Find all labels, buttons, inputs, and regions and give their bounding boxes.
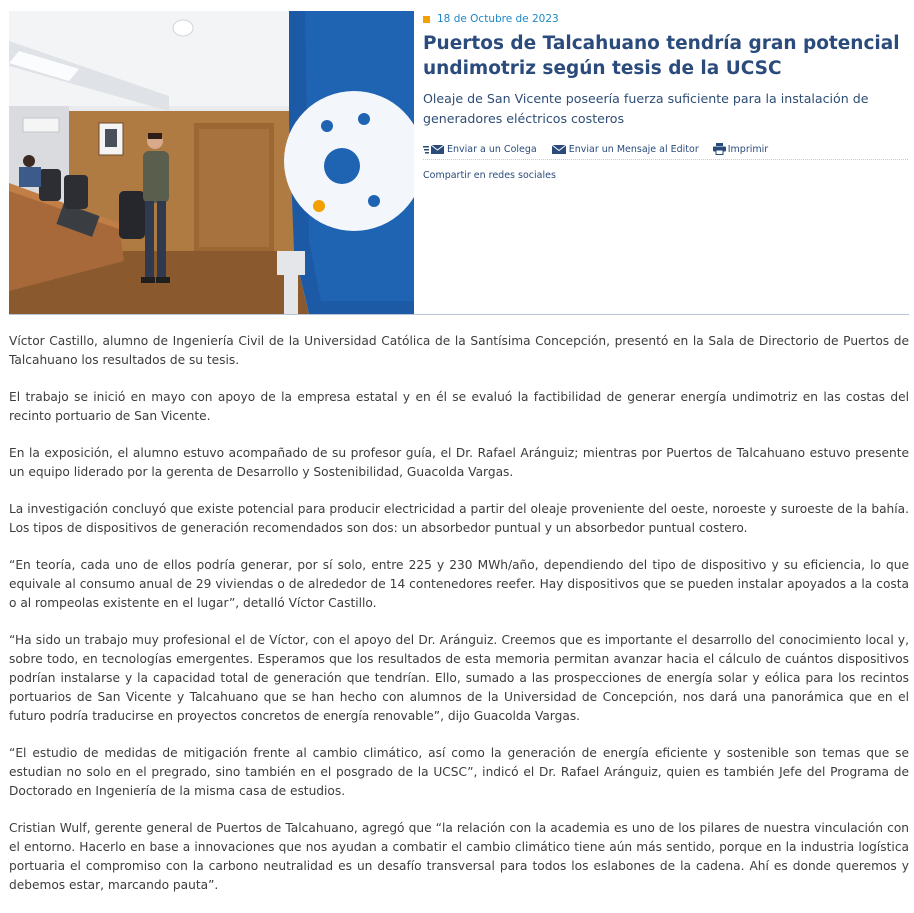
- send-to-colleague-label: Enviar a un Colega: [447, 144, 537, 155]
- print-label: Imprimir: [727, 144, 769, 155]
- article-date: 18 de Octubre de 2023: [437, 13, 559, 25]
- envelope-icon: [551, 144, 567, 155]
- header-divider: [9, 314, 909, 315]
- send-to-colleague-link[interactable]: [423, 144, 537, 155]
- article-title: Puertos de Talcahuano tendría gran potencial undimotriz según tesis de la UCSC: [423, 33, 900, 79]
- article-subtitle: Oleaje de San Vicente poseería fuerza suficiente para la instalación de generadores eléctricos costeros: [423, 91, 869, 126]
- envelope-share-icon: [423, 144, 445, 155]
- article-paragraph: En la exposición, el alumno estuvo acompañado de su profesor guía, el Dr. Rafael Aránguiz; mientras por Puertos de Talcahuano estuvo presente un equipo liderado por la gerenta de Desarrollo y Sostenibilidad, Guacolda Vargas.: [9, 446, 909, 479]
- article-paragraph: “El estudio de medidas de mitigación frente al cambio climático, así como la generación de energía eficiente y sostenible son temas que se estudian no solo en el pregrado, sino también en el posgrado de la UCSC”, indicó el Dr. Rafael Aránguiz, quien es también Jefe del Programa de Doctorado en Ingeniería de la misma casa de estudios.: [9, 746, 909, 798]
- article-paragraph: El trabajo se inició en mayo con apoyo de la empresa estatal y en él se evaluó la factibilidad de generar energía undimotriz en las costas del recinto portuario de San Vicente.: [9, 390, 909, 423]
- article-body: [9, 332, 909, 913]
- article-paragraph: Cristian Wulf, gerente general de Puertos de Talcahuano, agregó que “la relación con la academia es uno de los pilares de nuestra vinculación con el entorno. Hacerlo en base a innovaciones que nos ayudan a combatir el cambio climático tiene aún más sentido, porque en la industria logística portuaria el compromiso con la carbono neutralidad es un desafío transversal para todos los eslabones de la cadena. Ahí es donde queremos y debemos estar, marcando pauta”.: [9, 821, 909, 892]
- article-paragraph: La investigación concluyó que existe potencial para producir electricidad a partir del oleaje proveniente del oeste, noroeste y suroeste de la bahía. Los tipos de dispositivos de generación recomendados son dos: un absorbedor puntual y un absorbedor puntual costero.: [9, 502, 909, 535]
- article-paragraph: “Ha sido un trabajo muy profesional el de Víctor, con el apoyo del Dr. Aránguiz. Creemos que es importante el desarrollo del conocimiento local y, sobre todo, en tecnologías emergentes. Esperamos que los resultados de esta memoria permitan avanzar hacia el cálculo de cuántos dispositivos podrían instalarse y la capacidad total de generación que tendrían. Ello, sumado a las prospecciones de energía solar y eólica para los recintos portuarios de San Vicente y Talcahuano que se han hecho con alumnos de la Universidad de Concepción, nos dará una panorámica que en el futuro podría traducirse en proyectos concretos de energía renovable”, dijo Guacolda Vargas.: [9, 633, 909, 723]
- article-header: [0, 0, 914, 316]
- message-editor-link[interactable]: [551, 144, 699, 155]
- date-row: [423, 11, 908, 27]
- article-paragraph: Víctor Castillo, alumno de Ingeniería Civil de la Universidad Católica de la Santísima Concepción, presentó en la Sala de Directorio de Puertos de Talcahuano los resultados de su tesis.: [9, 334, 909, 367]
- printer-icon: [713, 143, 726, 155]
- article-meta: [423, 11, 908, 181]
- date-bullet-icon: [423, 16, 430, 23]
- article-actions: [423, 143, 908, 160]
- message-editor-label: Enviar un Mensaje al Editor: [568, 144, 699, 155]
- article-paragraph: “En teoría, cada uno de ellos podría generar, por sí solo, entre 225 y 230 MWh/año, dependiendo del tipo de dispositivo y su eficiencia, lo que equivale al consumo anual de 29 viviendas o de alrededor de 14 contenedores reefer. Hay dispositivos que se pueden instalar apoyados a la costa o al rompeolas existente en el lugar”, detalló Víctor Castillo.: [9, 558, 909, 610]
- article-photo: [9, 11, 414, 314]
- share-social-link[interactable]: Compartir en redes sociales: [423, 170, 556, 181]
- print-link[interactable]: [713, 143, 768, 155]
